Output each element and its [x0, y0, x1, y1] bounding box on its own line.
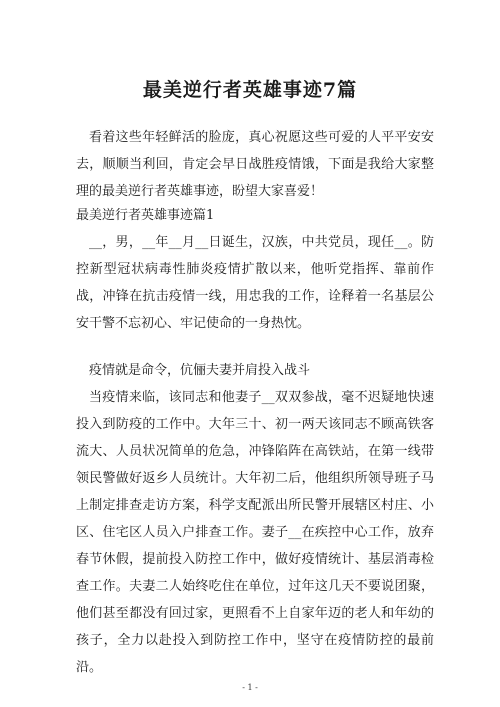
page-number: - 1 - [242, 683, 258, 692]
subheading-paragraph: 疫情就是命令，伉俪夫妻并肩投入战斗 [89, 363, 311, 378]
body-paragraph: 当疫情来临，该同志和他妻子__双双参战，毫不迟疑地快速投入到防疫的工作中。大年三十、初一两天该同志不顾高铁客流大、人员状况简单的危急，冲锋陷阵在高铁站，在第一线带领民警做好返乡人员统计。大年初二后，他组织所领导班子马上制定排查走访方案，科学支配派出所民警开展辖区村庄、小区、住宅区人员入户排查工作。妻子__在疾控中心工作，放弃春节休假，提前投入防控工作中，做好疫情统计、基层消毒检查工作。夫妻二人始终吃住在单位，过年这几天不要说团聚，他们甚至都没有回过家，更照看不上自家年迈的老人和年幼的孩子，全力以赴投入到防控工作中，坚守在疫情防控的最前沿。 [76, 390, 434, 675]
document-title: 最美逆行者英雄事迹7篇 [142, 79, 358, 101]
intro-paragraph: 看着这些年轻鲜活的脸庞，真心祝愿这些可爱的人平平安安去，顺顺当利回，肯定会早日战胜疫情饿，下面是我给大家整理的最美逆行者英雄事迹，盼望大家喜爱！ [76, 130, 434, 199]
section-heading: 最美逆行者英雄事迹篇1 [76, 208, 215, 223]
body-paragraph: __，男，__年__月__日诞生，汉族，中共党员，现任__。防控新型冠状病毒性肺炎疫情扩散以来，他听党指挥、靠前作战，冲锋在抗击疫情一线，用忠我的工作，诠释着一名基层公安干警不忘初心、牢记使命的一身热忱。 [76, 235, 434, 331]
